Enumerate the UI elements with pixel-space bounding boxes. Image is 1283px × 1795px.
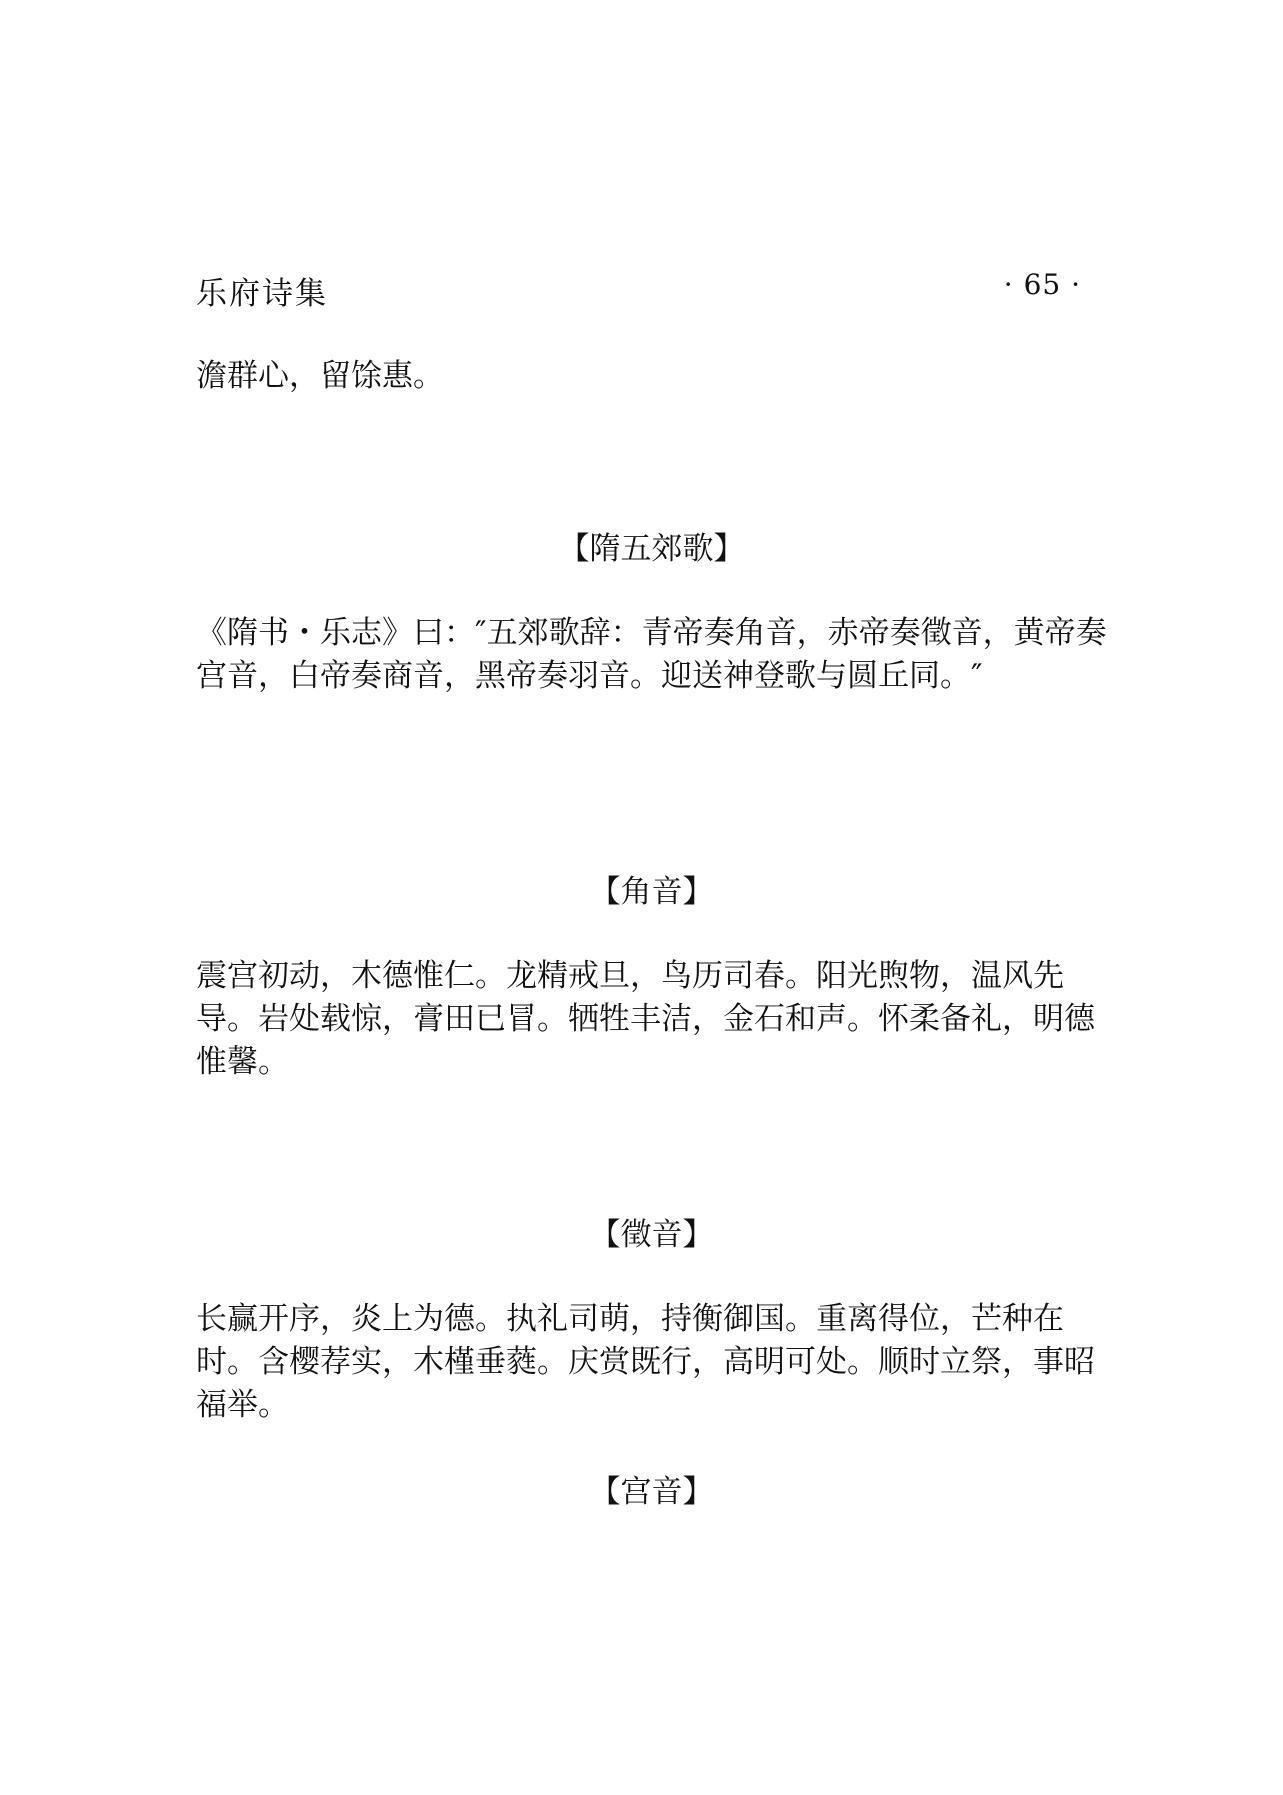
poem-heading-jiao xyxy=(0,871,1283,914)
poem-heading-text: 【角音】 xyxy=(589,874,714,910)
running-header xyxy=(196,268,1081,312)
section-title xyxy=(0,528,1283,571)
poem-heading-gong xyxy=(0,1471,1283,1514)
book-title: 乐府诗集 xyxy=(196,276,328,312)
poem-text-jiao: 震宫初动，木德惟仁。龙精戒旦，鸟历司春。阳光煦物，温风先导。岩处载惊，膏田已冒。牺牲丰洁，金石和声。怀柔备礼，明德惟馨。 xyxy=(196,958,1095,1080)
poem-text-zhi: 长赢开序，炎上为德。执礼司萌，持衡御国。重离得位，芒种在时。含樱荐实，木槿垂蕤。庆赏既行，高明可处。顺时立祭，事昭福举。 xyxy=(196,1301,1095,1423)
poem-heading-text: 【宫音】 xyxy=(589,1474,714,1510)
poem-heading-text: 【徵音】 xyxy=(589,1217,714,1253)
continuation-text: 澹群心，留馀惠。 xyxy=(196,358,444,394)
intro-paragraph: 《隋书・乐志》曰：″五郊歌辞：青帝奏角音，赤帝奏徵音，黄帝奏宫音，白帝奏商音，黑帝奏羽音。迎送神登歌与圆丘同。″ xyxy=(196,615,1107,694)
poem-heading-zhi xyxy=(0,1214,1283,1257)
page-number: · 65 · xyxy=(1003,268,1081,301)
section-title-text: 【隋五郊歌】 xyxy=(558,531,745,567)
